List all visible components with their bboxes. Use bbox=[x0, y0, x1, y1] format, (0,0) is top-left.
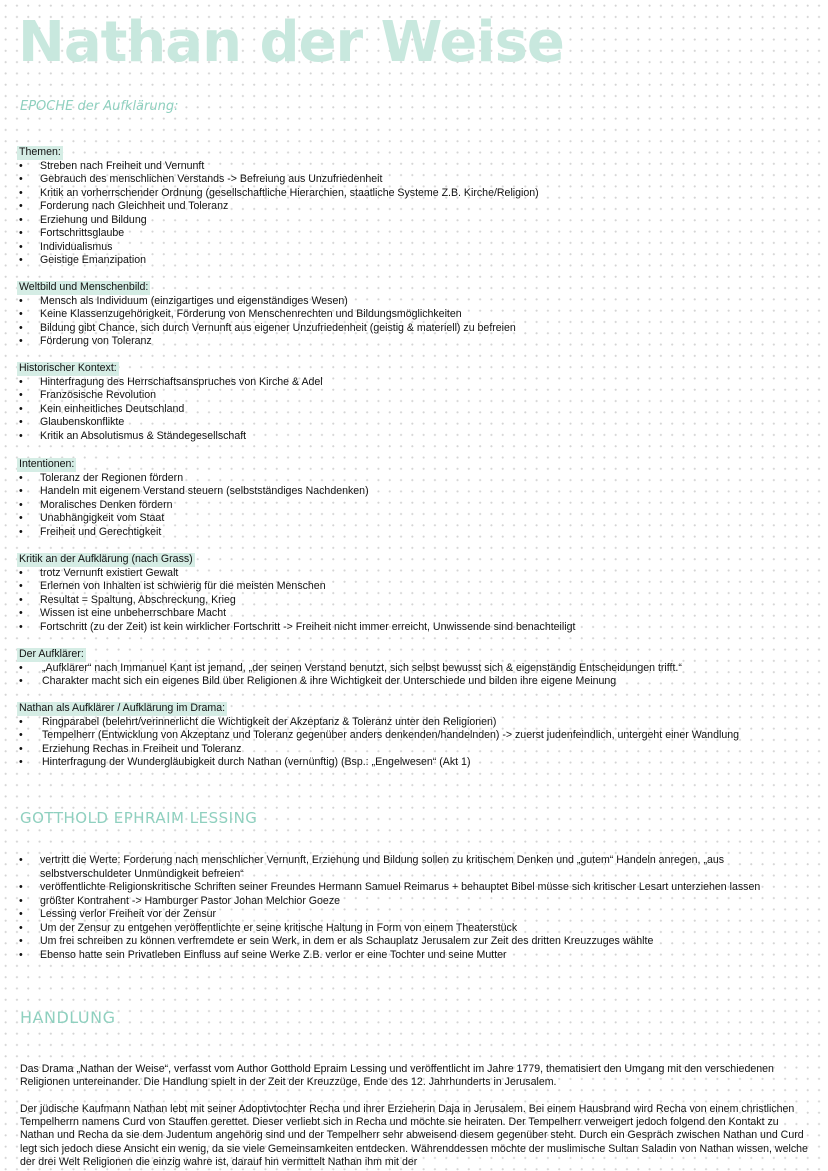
section-heading: Historischer Kontext: bbox=[19, 362, 117, 374]
bullet-item: • Wissen ist eine unbeherrschbare Macht bbox=[18, 607, 818, 621]
section-heading: Intentionen: bbox=[19, 458, 75, 470]
bullet-item: • Hinterfragung des Herrschaftsanspruches von Kirche & Adel bbox=[18, 376, 818, 390]
bullet-item: • Streben nach Freiheit und Vernunft bbox=[18, 160, 818, 174]
bullet-item: • Bildung gibt Chance, sich durch Vernunft aus eigener Unzufriedenheit (geistig & materiell) zu befreien bbox=[18, 322, 818, 336]
bullet-item: • Resultat = Spaltung, Abschreckung, Krieg bbox=[18, 594, 818, 608]
bullet-item: • Erziehung Rechas in Freiheit und Toleranz bbox=[18, 743, 818, 757]
section-kontext bbox=[18, 362, 818, 443]
section-intentionen bbox=[18, 458, 818, 539]
handlung-heading: HANDLUNG bbox=[20, 1008, 116, 1027]
bullet-item: • Geistige Emanzipation bbox=[18, 254, 818, 268]
bullet-item: • Um der Zensur zu entgehen veröffentlichte er seine kritische Haltung in Form von einem Theaterstück bbox=[18, 922, 818, 936]
section-weltbild bbox=[18, 281, 818, 349]
bullet-item: • Förderung von Toleranz bbox=[18, 335, 818, 349]
bullet-item: • Moralisches Denken fördern bbox=[18, 499, 818, 513]
section-themen bbox=[18, 146, 818, 268]
bullet-item: • Erlernen von Inhalten ist schwierig für die meisten Menschen bbox=[18, 580, 818, 594]
bullet-item: • größter Kontrahent -> Hamburger Pastor Johan Melchior Goeze bbox=[18, 895, 818, 909]
bullet-item: • veröffentlichte Religionskritische Schriften seiner Freundes Hermann Samuel Reimarus + behauptet Bibel müsse sich kritischer Lesart unterziehen lassen bbox=[18, 881, 818, 895]
handlung-intro: Das Drama „Nathan der Weise“, verfasst vom Author Gotthold Epraim Lessing und veröffentlicht im Jahre 1779, thematisiert den Umgang mit den verschiedenen Religionen untereinander. Die Handlung spielt in der Zeit der Kreuzzüge, Ende des 12. Jahrhunderts in Jerusalem. bbox=[20, 1063, 774, 1089]
bullet-item: • Um frei schreiben zu können verfremdete er sein Werk, in dem er als Schauplatz Jerusalem zur Zeit des dritten Kreuzzuges wählte bbox=[18, 935, 818, 949]
bullet-item: • Hinterfragung der Wundergläubigkeit durch Nathan (vernünftig) (Bsp.: „Engelwesen“ (Akt 1) bbox=[18, 756, 818, 770]
section-heading: Der Aufklärer: bbox=[19, 648, 84, 660]
bullet-list bbox=[18, 160, 818, 268]
bullet-item: • Ebenso hatte sein Privatleben Einfluss auf seine Werke Z.B. verlor er eine Tochter und seine Mutter bbox=[18, 949, 818, 963]
bullet-item: • Fortschritt (zu der Zeit) ist kein wirklicher Fortschritt -> Freiheit nicht immer erreicht, Unwissende sind benachteiligt bbox=[18, 621, 818, 635]
bullet-list bbox=[18, 567, 818, 635]
bullet-item: • Kritik an vorherrschender Ordnung (gesellschaftliche Hierarchien, staatliche Systeme Z.B. Kirche/Religion) bbox=[18, 187, 818, 201]
handlung-summary: Der jüdische Kaufmann Nathan lebt mit seiner Adoptivtochter Recha und ihrer Erzieherin Daja in Jerusalem. Bei einem Hausbrand wird Recha von einem christlichen Tempelherrn namens Curd von Stauffen gerettet. Dieser verliebt sich in Recha und möchte sie heiraten. Der Tempelherr verweigert jedoch folgend den Kontakt zu Nathan und Recha da sie dem Judentum angehörig sind und der Tempelherr sehr abweisend diesem gegenüber steht. Durch ein Gespräch zwischen Nathan und Curd legt sich jedoch diese Ansicht ein wenig, da sie viele Gemeinsamkeiten entdecken. Währenddessen möchte der muslimische Sultan Saladin von Nathan wissen, welche der drei Welt Religionen die einzig wahre ist, darauf hin vermittelt Nathan ihm mit der bbox=[20, 1103, 808, 1168]
section-nathan-drama bbox=[18, 702, 818, 770]
bullet-list bbox=[18, 716, 818, 770]
page-title: Nathan der Weise bbox=[18, 10, 564, 75]
bullet-item: • Fortschrittsglaube bbox=[18, 227, 818, 241]
bullet-item: • Freiheit und Gerechtigkeit bbox=[18, 526, 818, 540]
bullet-item: • „Aufklärer“ nach Immanuel Kant ist jemand, „der seinen Verstand benutzt, sich selbst bewusst sich & eigenständig Entscheidungen trifft.“ bbox=[18, 662, 818, 676]
bullet-item: • Charakter macht sich ein eigenes Bild über Religionen & ihre Wichtigkeit der Unterschiede und bilden ihre eigene Meinung bbox=[18, 675, 818, 689]
bullet-item: • Individualismus bbox=[18, 241, 818, 255]
section-lessing bbox=[18, 854, 818, 962]
bullet-item: • Forderung nach Gleichheit und Toleranz bbox=[18, 200, 818, 214]
bullet-item: • trotz Vernunft existiert Gewalt bbox=[18, 567, 818, 581]
bullet-item: • Lessing verlor Freiheit vor der Zensur bbox=[18, 908, 818, 922]
section-heading: Nathan als Aufklärer / Aufklärung im Drama: bbox=[19, 702, 226, 714]
bullet-item: • Ringparabel (belehrt/verinnerlicht die Wichtigkeit der Akzeptanz & Toleranz unter den Religionen) bbox=[18, 716, 818, 730]
bullet-item: • Handeln mit eigenem Verstand steuern (selbstständiges Nachdenken) bbox=[18, 485, 818, 499]
bullet-item: • Französische Revolution bbox=[18, 389, 818, 403]
section-heading: Themen: bbox=[19, 146, 61, 158]
bullet-list bbox=[18, 662, 818, 689]
bullet-item: • Glaubenskonflikte bbox=[18, 416, 818, 430]
bullet-item: • Mensch als Individuum (einzigartiges und eigenständiges Wesen) bbox=[18, 295, 818, 309]
bullet-item: • vertritt die Werte: Forderung nach menschlicher Vernunft, Erziehung und Bildung sollen zu kritischem Denken und „gutem“ Handeln anregen, „aus selbstverschuldeter Unmündigkeit befreien“ bbox=[18, 854, 818, 881]
section-kritik bbox=[18, 553, 818, 634]
bullet-list bbox=[18, 854, 818, 962]
bullet-item: • Kein einheitliches Deutschland bbox=[18, 403, 818, 417]
bullet-item: • Kritik an Absolutismus & Ständegesellschaft bbox=[18, 430, 818, 444]
bullet-item: • Tempelherr (Entwicklung von Akzeptanz und Toleranz gegenüber anders denkenden/handelnden) -> zuerst judenfeindlich, untergeht einer Wandlung bbox=[18, 729, 818, 743]
bullet-item: • Keine Klassenzugehörigkeit, Förderung von Menschenrechten und Bildungsmöglichkeiten bbox=[18, 308, 818, 322]
section-aufklaerer bbox=[18, 648, 818, 689]
epoch-heading: EPOCHE der Aufklärung: bbox=[20, 99, 179, 114]
lessing-heading: GOTTHOLD EPHRAIM LESSING bbox=[20, 809, 258, 827]
section-heading: Kritik an der Aufklärung (nach Grass) bbox=[19, 553, 193, 565]
bullet-item: • Erziehung und Bildung bbox=[18, 214, 818, 228]
bullet-list bbox=[18, 376, 818, 444]
bullet-list bbox=[18, 295, 818, 349]
bullet-item: • Toleranz der Regionen fördern bbox=[18, 472, 818, 486]
bullet-list bbox=[18, 472, 818, 540]
bullet-item: • Gebrauch des menschlichen Verstands -> Befreiung aus Unzufriedenheit bbox=[18, 173, 818, 187]
section-heading: Weltbild und Menschenbild: bbox=[19, 281, 149, 293]
bullet-item: • Unabhängigkeit vom Staat bbox=[18, 512, 818, 526]
